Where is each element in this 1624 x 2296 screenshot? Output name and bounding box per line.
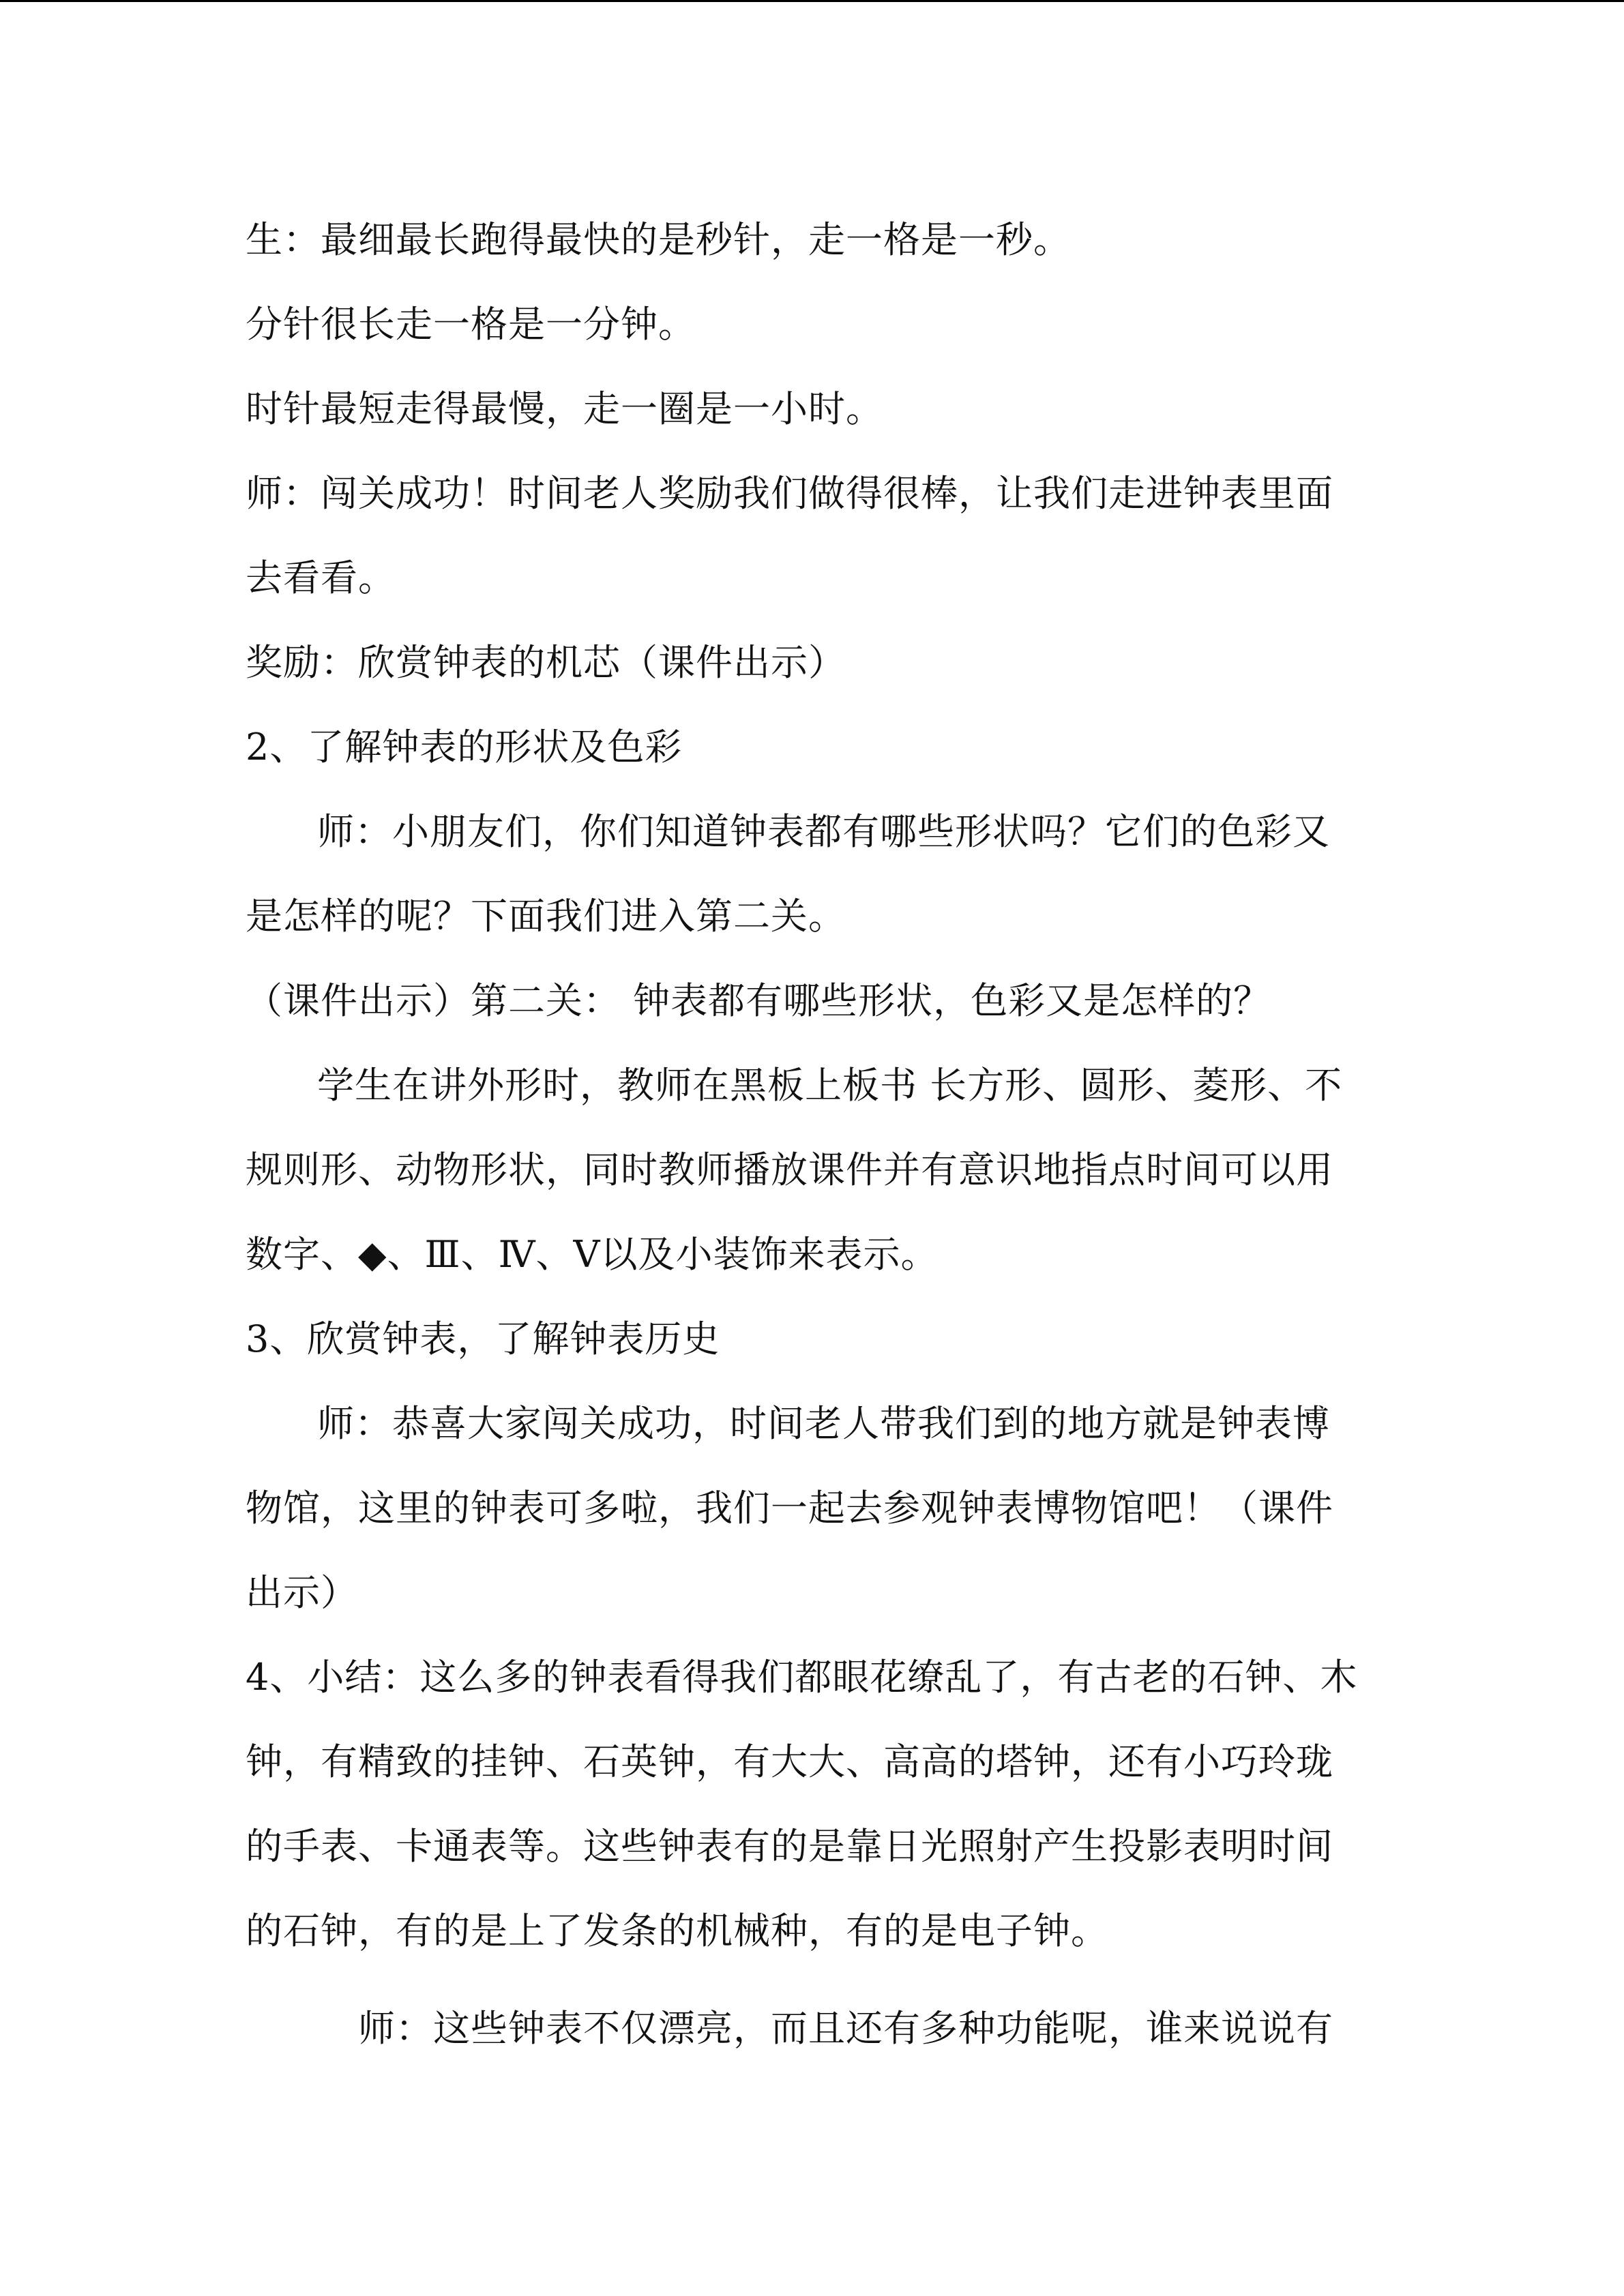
text-line: 时针最短走得最慢，走一圈是一小时。: [246, 387, 883, 430]
text-line: 学生在讲外形时，教师在黑板上板书 长方形、圆形、菱形、不: [317, 1064, 1343, 1107]
section-heading: 4、小结：这么多的钟表看得我们都眼花缭乱了，有古老的石钟、木: [246, 1656, 1358, 1699]
text-line: （课件出示）第二关： 钟表都有哪些形状，色彩又是怎样的？: [246, 979, 1271, 1022]
text-line: 的手表、卡通表等。这些钟表有的是靠日光照射产生投影表明时间: [246, 1825, 1333, 1868]
text-line: 规则形、动物形状，同时教师播放课件并有意识地指点时间可以用: [246, 1148, 1333, 1191]
text-line: 钟，有精致的挂钟、石英钟，有大大、高高的塔钟，还有小巧玲珑: [246, 1740, 1333, 1783]
text-line: 师：恭喜大家闯关成功，时间老人带我们到的地方就是钟表博: [317, 1402, 1330, 1445]
section-heading: 3、欣赏钟表，了解钟表历史: [246, 1317, 720, 1360]
text-line: 的石钟，有的是上了发条的机械种，有的是电子钟。: [246, 1909, 1108, 1952]
page-top-border: [0, 0, 1624, 2]
text-line: 是怎样的呢？下面我们进入第二关。: [246, 895, 846, 938]
text-line: 师：这些钟表不仅漂亮，而且还有多种功能呢，谁来说说有: [358, 2007, 1333, 2050]
text-line: 去看看。: [246, 556, 396, 599]
text-line: 奖励：欣赏钟表的机芯（课件出示）: [246, 641, 846, 684]
text-line: 出示）: [246, 1571, 358, 1614]
text-line: 物馆，这里的钟表可多啦，我们一起去参观钟表博物馆吧！（课件: [246, 1487, 1333, 1530]
text-line: 师：小朋友们，你们知道钟表都有哪些形状吗？它们的色彩又: [317, 810, 1330, 853]
section-heading: 2、了解钟表的形状及色彩: [246, 726, 683, 769]
text-line: 生：最细最长跑得最快的是秒针，走一格是一秒。: [246, 218, 1071, 261]
text-line: 分针很长走一格是一分钟。: [246, 303, 696, 346]
text-line: 数字、◆、Ⅲ、Ⅳ、Ⅴ以及小装饰来表示。: [246, 1233, 939, 1276]
text-line: 师：闯关成功！时间老人奖励我们做得很棒，让我们走进钟表里面: [246, 472, 1333, 515]
